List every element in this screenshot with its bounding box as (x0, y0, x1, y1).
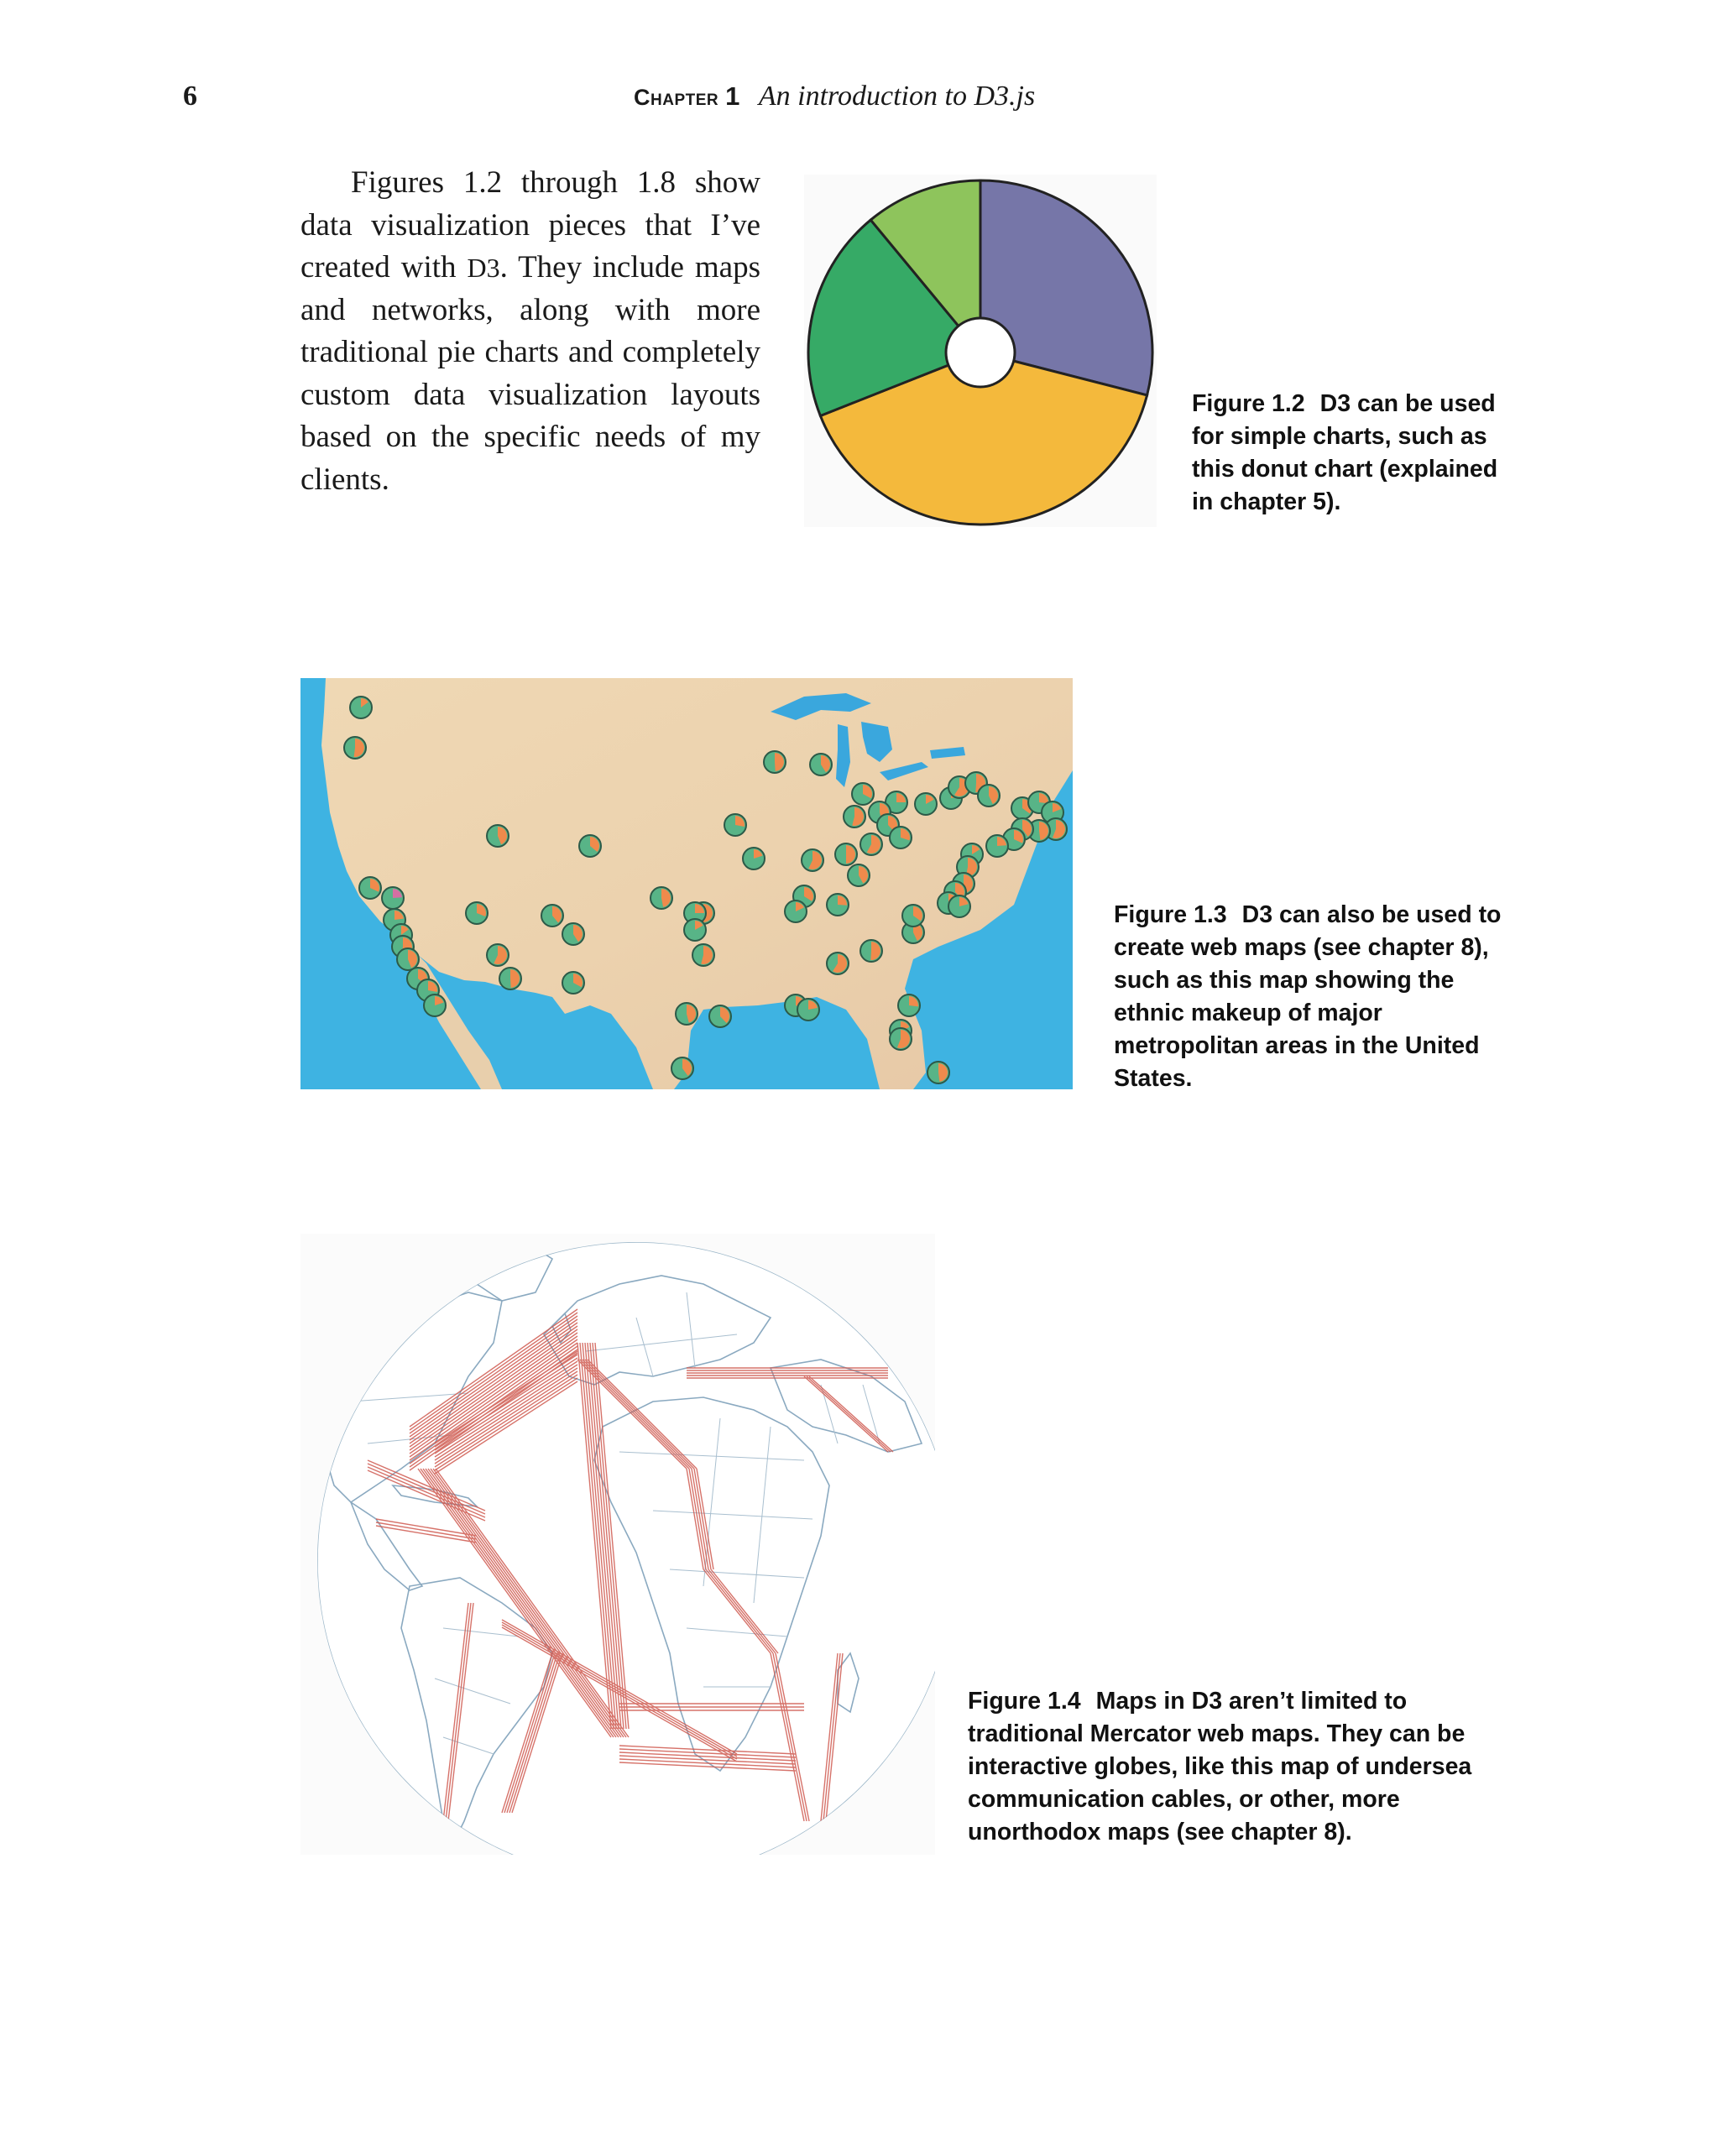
metro-pie-marker (350, 697, 372, 718)
globe-figure (300, 1234, 935, 1855)
us-metro-map (300, 678, 1073, 1089)
metro-pie-marker (927, 1062, 949, 1083)
caption-text: D3 can also be used to create web maps (see chapter 8), such as this map showing the ethnic makeup of major metropolitan areas in the United States. (1114, 901, 1502, 1092)
metro-pie-marker (810, 754, 832, 775)
metro-pie-marker (852, 783, 874, 805)
metro-pie-marker (785, 901, 807, 922)
chapter-title: An introduction to D3.js (758, 81, 1036, 112)
metro-pie-marker (382, 887, 404, 909)
figure-caption-1-2 (1192, 388, 1511, 519)
metro-pie-marker (802, 849, 823, 871)
metro-pie-marker (890, 1028, 912, 1050)
metro-pie-marker (978, 785, 1000, 807)
metro-pie-marker (709, 1005, 731, 1027)
figure-caption-1-3 (1114, 899, 1508, 1095)
chapter-number: 1 (725, 81, 740, 111)
metro-pie-marker (671, 1057, 693, 1079)
figure-label: Figure 1.4 (968, 1688, 1081, 1715)
metro-pie-marker (844, 806, 865, 827)
metro-pie-marker (466, 902, 488, 924)
body-paragraph: Figures 1.2 through 1.8 show data visualization pieces that I’ve created with D3. They include maps and networks, along with more traditional pie charts and completely custom data visualization layouts based on the specific needs of my clients. (300, 165, 760, 497)
metro-pie-marker (890, 827, 912, 848)
metro-pie-marker (692, 944, 714, 966)
figure-label: Figure 1.3 (1114, 901, 1227, 928)
donut-chart-figure (804, 175, 1157, 527)
metro-pie-marker (562, 923, 584, 945)
metro-pie-marker (579, 835, 601, 857)
metro-pie-marker (487, 944, 509, 966)
caption-text: Maps in D3 aren’t limited to traditional Mercator web maps. They can be interactive globes, like this map of undersea communication cables, or other, more unorthodox maps (see chapter 8). (968, 1688, 1472, 1845)
metro-pie-marker (898, 994, 920, 1016)
metro-pie-marker (562, 972, 584, 994)
metro-pie-marker (724, 814, 746, 836)
metro-pie-marker (915, 793, 937, 815)
figure-caption-1-4 (968, 1685, 1522, 1849)
running-head (634, 81, 1035, 112)
metro-pie-marker (860, 833, 882, 855)
undersea-cable-globe (300, 1234, 935, 1855)
donut-hole (946, 318, 1015, 387)
metro-pie-marker (651, 887, 672, 909)
d3-smallcaps: D3 (467, 253, 500, 283)
metro-pie-marker (344, 737, 366, 759)
metro-pie-marker (948, 895, 970, 917)
metro-pie-marker (835, 843, 857, 865)
metro-pie-marker (827, 894, 849, 916)
figure-label: Figure 1.2 (1192, 390, 1305, 417)
metro-pie-marker (764, 751, 786, 773)
us-map-figure (300, 678, 1073, 1089)
metro-pie-marker (986, 835, 1008, 857)
metro-pie-marker (902, 905, 924, 927)
metro-pie-marker (359, 877, 381, 899)
metro-pie-marker (684, 919, 706, 941)
page-number: 6 (183, 81, 197, 112)
metro-pie-marker (541, 905, 563, 927)
metro-pie-marker (397, 948, 419, 970)
metro-pie-marker (424, 994, 446, 1016)
metro-pie-marker (848, 864, 870, 886)
metro-pie-marker (743, 848, 765, 869)
metro-pie-marker (860, 940, 882, 962)
donut-chart (804, 175, 1157, 527)
caption-text: D3 can be used for simple charts, such as this donut chart (explained in chapter 5). (1192, 390, 1498, 515)
metro-pie-marker (676, 1003, 698, 1025)
metro-pie-marker (487, 825, 509, 847)
metro-pie-marker (797, 999, 819, 1021)
metro-pie-marker (499, 968, 521, 989)
metro-pie-marker (827, 953, 849, 974)
chapter-label: Chapter 1 (634, 81, 740, 111)
